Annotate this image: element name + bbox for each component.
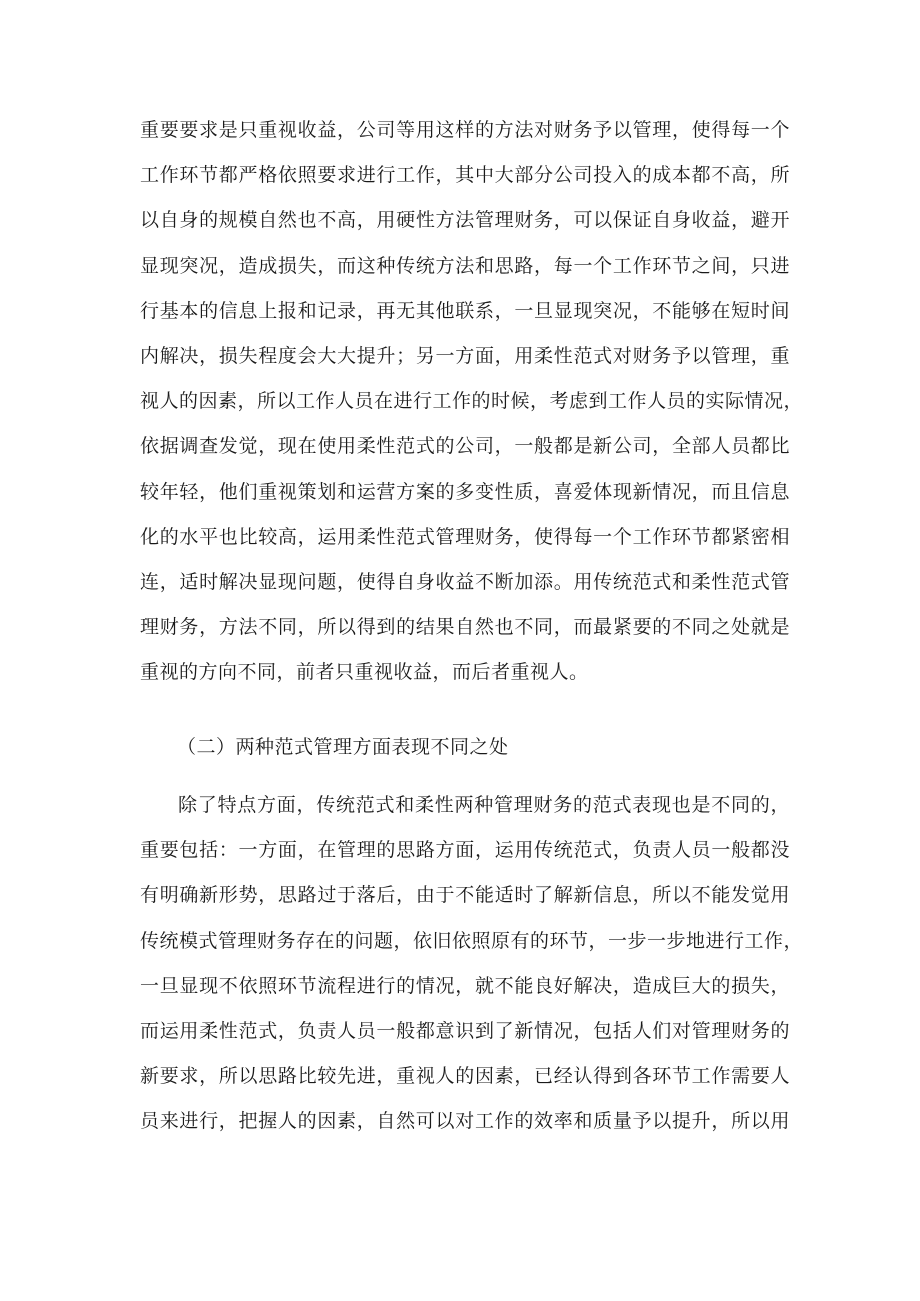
paragraph-line: 内解决，损失程度会大大提升；另一方面，用柔性范式对财务予以管理，重 <box>140 344 790 367</box>
paragraph-line: 化的水平也比较高，运用柔性范式管理财务，使得每一个工作环节都紧密相 <box>140 525 790 548</box>
paragraph-line: 传统模式管理财务存在的问题，依旧依照原有的环节，一步一步地进行工作， <box>140 929 804 952</box>
paragraph-line: 重视的方向不同，前者只重视收益，而后者重视人。 <box>140 661 589 684</box>
paragraph-line: 新要求，所以思路比较先进，重视人的因素，已经认得到各环节工作需要人 <box>140 1065 790 1088</box>
paragraph-line: 有明确新形势，思路过于落后，由于不能适时了解新信息，所以不能发觉用 <box>140 884 790 907</box>
paragraph-2 <box>140 783 804 1145</box>
paragraph-line: 较年轻，他们重视策划和运营方案的多变性质，喜爱体现新情况，而且信息 <box>140 480 790 503</box>
section-heading: （二）两种范式管理方面表现不同之处 <box>177 736 509 758</box>
paragraph-line: 员来进行，把握人的因素，自然可以对工作的效率和质量予以提升，所以用 <box>140 1110 790 1133</box>
paragraph-line: 依据调查发觉，现在使用柔性范式的公司，一般都是新公司，全部人员都比 <box>140 435 790 458</box>
paragraph-line: 理财务，方法不同，所以得到的结果自然也不同，而最紧要的不同之处就是 <box>140 616 790 639</box>
paragraph-line: 工作环节都严格依照要求进行工作，其中大部分公司投入的成本都不高，所 <box>140 164 790 187</box>
paragraph-line: 视人的因素，所以工作人员在进行工作的时候，考虑到工作人员的实际情况， <box>140 390 804 413</box>
paragraph-line: 除了特点方面，传统范式和柔性两种管理财务的范式表现也是不同的， <box>178 794 790 816</box>
paragraph-line: 重要要求是只重视收益，公司等用这样的方法对财务予以管理，使得每一个 <box>140 119 790 141</box>
paragraph-line: 行基本的信息上报和记录，再无其他联系，一旦显现突况，不能够在短时间 <box>140 299 790 322</box>
paragraph-line: 显现突况，造成损失，而这种传统方法和思路，每一个工作环节之间，只进 <box>140 254 790 277</box>
paragraph-line: 以自身的规模自然也不高，用硬性方法管理财务，可以保证自身收益，避开 <box>140 209 790 232</box>
paragraph-line: 而运用柔性范式，负责人员一般都意识到了新情况，包括人们对管理财务的 <box>140 1019 790 1042</box>
paragraph-line: 一旦显现不依照环节流程进行的情况，就不能良好解决，造成巨大的损失， <box>140 974 790 997</box>
paragraph-line: 重要包括：一方面，在管理的思路方面，运用传统范式，负责人员一般都没 <box>140 839 790 862</box>
paragraph-1 <box>140 108 804 695</box>
paragraph-line: 连，适时解决显现问题，使得自身收益不断加添。用传统范式和柔性范式管 <box>140 570 790 593</box>
